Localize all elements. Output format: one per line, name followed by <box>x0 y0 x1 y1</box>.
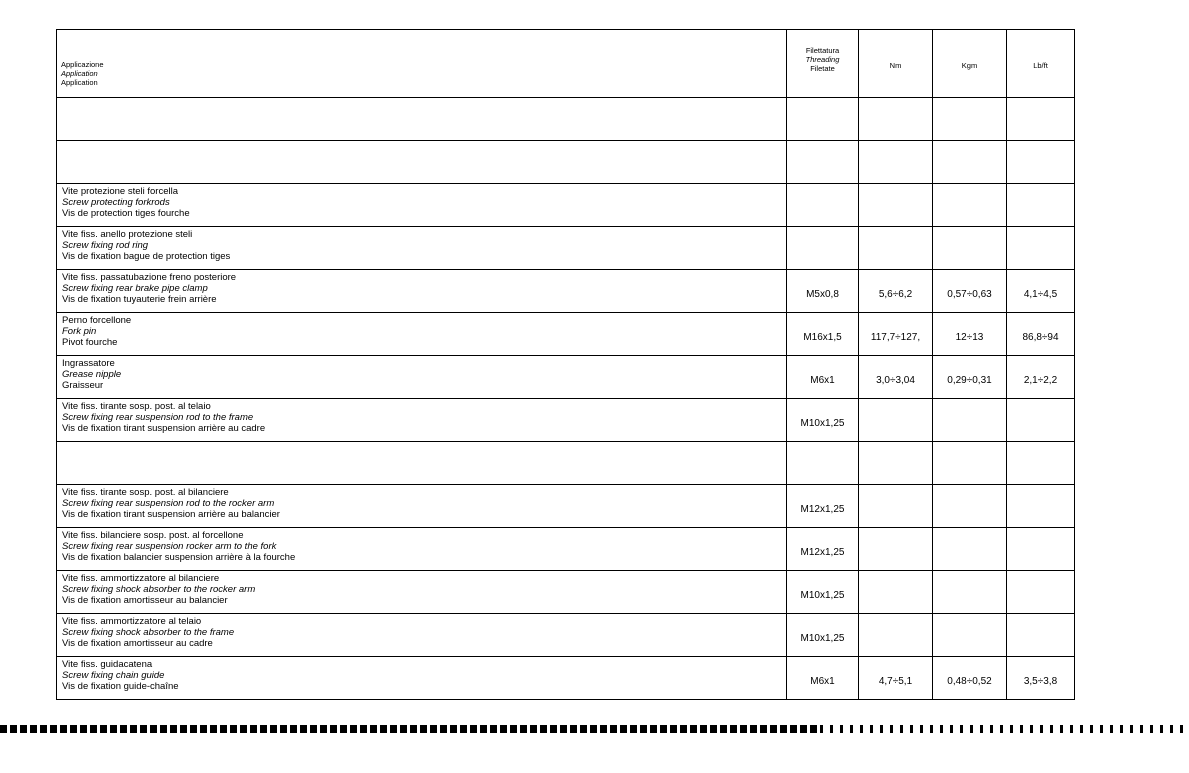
description-en: Screw fixing rear brake pipe clamp <box>62 283 208 294</box>
application-cell <box>57 614 787 657</box>
application-cell <box>57 399 787 442</box>
nm-cell: 4,7÷5,1 <box>859 657 933 700</box>
nm-cell <box>859 528 933 571</box>
lbft-cell <box>1007 227 1075 270</box>
nm-cell: 3,0÷3,04 <box>859 356 933 399</box>
description-fr: Vis de fixation bague de protection tiges <box>62 251 231 262</box>
description-fr: Vis de fixation guide-chaîne <box>62 681 179 692</box>
kgm-cell: 0,29÷0,31 <box>933 356 1007 399</box>
header-threading <box>787 30 859 98</box>
kgm-cell <box>933 442 1007 485</box>
nm-cell <box>859 184 933 227</box>
kgm-cell <box>933 614 1007 657</box>
table-row <box>57 270 1075 313</box>
application-cell <box>57 528 787 571</box>
kgm-cell <box>933 141 1007 184</box>
description-it: Vite protezione steli forcella <box>62 186 178 197</box>
application-cell <box>57 356 787 399</box>
nm-cell <box>859 399 933 442</box>
application-cell <box>57 571 787 614</box>
description-it: Vite fiss. tirante sosp. post. al telaio <box>62 401 211 412</box>
description-en: Screw fixing rear suspension rod to the rocker arm <box>62 498 275 509</box>
table-row-blank <box>57 442 1075 485</box>
application-cell <box>57 184 787 227</box>
table-row <box>57 485 1075 528</box>
description-fr: Pivot fourche <box>62 337 118 348</box>
kgm-cell <box>933 184 1007 227</box>
page-edge-marker-fade <box>820 725 1189 733</box>
description-fr: Vis de fixation tirant suspension arrière au cadre <box>62 423 266 434</box>
header-application-it: Applicazione <box>61 59 104 69</box>
description-en: Screw fixing rod ring <box>62 240 149 251</box>
description-fr: Vis de fixation tuyauterie frein arrière <box>62 294 217 305</box>
lbft-cell <box>1007 528 1075 571</box>
threading-cell: M10x1,25 <box>787 399 859 442</box>
header-application-en: Application <box>61 68 98 78</box>
description-fr: Vis de fixation amortisseur au cadre <box>62 638 213 649</box>
description-en: Screw fixing shock absorber to the frame <box>62 627 235 638</box>
application-cell <box>57 313 787 356</box>
description-it: Ingrassatore <box>62 358 115 369</box>
kgm-cell: 0,48÷0,52 <box>933 657 1007 700</box>
threading-cell <box>787 442 859 485</box>
lbft-cell <box>1007 485 1075 528</box>
application-cell <box>57 485 787 528</box>
description-en: Screw fixing rear suspension rocker arm to the fork <box>62 541 277 552</box>
kgm-cell <box>933 571 1007 614</box>
lbft-cell <box>1007 98 1075 141</box>
table-row-blank <box>57 141 1075 184</box>
description-en: Grease nipple <box>62 369 122 380</box>
lbft-cell <box>1007 571 1075 614</box>
description-it: Vite fiss. anello protezione steli <box>62 229 193 240</box>
threading-cell: M12x1,25 <box>787 485 859 528</box>
table-row <box>57 313 1075 356</box>
lbft-cell <box>1007 141 1075 184</box>
header-threading-en: Threading <box>805 55 840 64</box>
description-fr: Vis de fixation amortisseur au balancier <box>62 595 228 606</box>
application-cell <box>57 141 787 184</box>
threading-cell: M16x1,5 <box>787 313 859 356</box>
nm-cell <box>859 485 933 528</box>
description-it: Vite fiss. bilanciere sosp. post. al forcellone <box>62 530 244 541</box>
threading-cell <box>787 98 859 141</box>
threading-cell <box>787 184 859 227</box>
application-cell <box>57 657 787 700</box>
lbft-cell: 2,1÷2,2 <box>1007 356 1075 399</box>
lbft-cell: 86,8÷94 <box>1007 313 1075 356</box>
description-it: Vite fiss. passatubazione freno posteriore <box>62 272 237 283</box>
table-row <box>57 614 1075 657</box>
description-en: Screw fixing chain guide <box>62 670 165 681</box>
description-it: Vite fiss. tirante sosp. post. al bilanciere <box>62 487 229 498</box>
header-threading-it: Filettatura <box>805 46 840 55</box>
kgm-cell: 12÷13 <box>933 313 1007 356</box>
threading-cell: M5x0,8 <box>787 270 859 313</box>
application-cell <box>57 227 787 270</box>
table-row <box>57 184 1075 227</box>
kgm-cell <box>933 98 1007 141</box>
table-header-row <box>57 30 1075 98</box>
nm-cell <box>859 614 933 657</box>
description-it: Perno forcellone <box>62 315 132 326</box>
kgm-cell <box>933 399 1007 442</box>
application-cell <box>57 442 787 485</box>
nm-cell <box>859 141 933 184</box>
lbft-cell: 3,5÷3,8 <box>1007 657 1075 700</box>
lbft-cell <box>1007 399 1075 442</box>
application-cell <box>57 98 787 141</box>
table-row <box>57 399 1075 442</box>
description-it: Vite fiss. guidacatena <box>62 659 153 670</box>
description-en: Screw protecting forkrods <box>62 197 170 208</box>
kgm-cell: 0,57÷0,63 <box>933 270 1007 313</box>
description-fr: Vis de fixation balancier suspension arrière à la fourche <box>62 552 296 563</box>
description-en: Screw fixing shock absorber to the rocker arm <box>62 584 256 595</box>
threading-cell: M12x1,25 <box>787 528 859 571</box>
table-row <box>57 571 1075 614</box>
nm-cell: 5,6÷6,2 <box>859 270 933 313</box>
table-body <box>57 98 1075 700</box>
nm-cell <box>859 98 933 141</box>
table-row <box>57 657 1075 700</box>
threading-cell <box>787 227 859 270</box>
kgm-cell <box>933 528 1007 571</box>
description-en: Fork pin <box>62 326 97 337</box>
description-en: Screw fixing rear suspension rod to the frame <box>62 412 254 423</box>
description-fr: Vis de protection tiges fourche <box>62 208 190 219</box>
table-row <box>57 356 1075 399</box>
kgm-cell <box>933 485 1007 528</box>
threading-cell: M6x1 <box>787 356 859 399</box>
threading-cell: M6x1 <box>787 657 859 700</box>
lbft-cell <box>1007 614 1075 657</box>
table-row-blank <box>57 98 1075 141</box>
header-application <box>57 30 787 98</box>
nm-cell <box>859 227 933 270</box>
table-row <box>57 227 1075 270</box>
threading-cell <box>787 141 859 184</box>
lbft-cell <box>1007 442 1075 485</box>
header-threading-fr: Filetate <box>810 64 835 73</box>
header-lbft: Lb/ft <box>1007 30 1075 98</box>
nm-cell: 117,7÷127, <box>859 313 933 356</box>
table-row <box>57 528 1075 571</box>
header-nm: Nm <box>859 30 933 98</box>
threading-cell: M10x1,25 <box>787 614 859 657</box>
description-fr: Graisseur <box>62 380 104 391</box>
header-application-fr: Application <box>61 77 98 87</box>
lbft-cell: 4,1÷4,5 <box>1007 270 1075 313</box>
lbft-cell <box>1007 184 1075 227</box>
description-fr: Vis de fixation tirant suspension arrière au balancier <box>62 509 280 520</box>
kgm-cell <box>933 227 1007 270</box>
torque-table <box>56 29 1075 700</box>
nm-cell <box>859 571 933 614</box>
application-cell <box>57 270 787 313</box>
header-kgm: Kgm <box>933 30 1007 98</box>
description-it: Vite fiss. ammortizzatore al telaio <box>62 616 202 627</box>
nm-cell <box>859 442 933 485</box>
threading-cell: M10x1,25 <box>787 571 859 614</box>
description-it: Vite fiss. ammortizzatore al bilanciere <box>62 573 220 584</box>
